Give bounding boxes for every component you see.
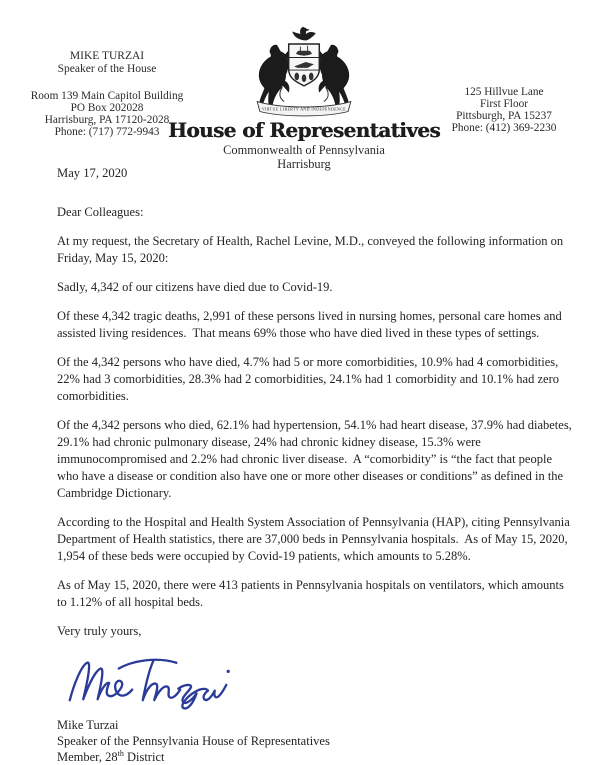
paragraph: According to the Hospital and Health System Association of Pennsylvania (HAP), citing Pennsylvania Department of Health statistics, there are 37,000 beds in Pennsylvania hospitals. As of May 15, 2020, 1,954 of these beds were occupied by Covid-19 patients, which amounts to 5.28%. [57,515,573,563]
closing: Very truly yours, [57,624,142,638]
capitol-address-line: Harrisburg, PA 17120-2028 [44,113,170,126]
shield-icon [289,44,320,86]
district-address-line: Phone: (412) 369-2230 [451,121,557,134]
org-subtitle: Commonwealth of Pennsylvania [223,143,385,157]
signer-title: Speaker of the Pennsylvania House of Representatives [57,734,330,748]
paragraph: Sadly, 4,342 of our citizens have died due to Covid-19. [57,280,333,294]
paragraph: Of the 4,342 persons who have died, 4.7% had 5 or more comorbidities, 10.9% had 4 comorbidities, 22% had 3 comorbidities, 28.3% had 2 comorbidities, 24.1% had 1 comorbidity and 10.1% had zero comorbidities. [57,355,563,403]
signer-district: Member, 28th District [57,748,165,764]
org-city: Harrisburg [277,157,331,171]
letter-body [57,204,575,765]
paragraph: Of the 4,342 persons who died, 62.1% had hypertension, 54.1% had heart disease, 37.9% had diabetes, 29.1% had chronic pulmonary disease, 24% had chronic kidney disease, 15.3% were immunocompromised and 2.2% had chronic liver disease. A “comorbidity” is “the fact that people who have a disease or condition also have one or more other diseases or conditions” as defined in the Cambridge Dictionary. [57,418,575,500]
salutation: Dear Colleagues: [57,205,144,219]
org-name: House of Representatives [168,118,440,142]
capitol-address-line: Room 139 Main Capitol Building [30,90,184,102]
capitol-address-line: Phone: (717) 772-9943 [54,125,160,138]
sender-name: MIKE TURZAI [69,50,145,62]
paragraph: At my request, the Secretary of Health, Rachel Levine, M.D., conveyed the following information on Friday, May 15, 2020: [57,234,567,265]
stalk-icon [280,87,284,101]
stalk-icon [324,87,328,101]
district-address-line: First Floor [479,97,529,110]
district-address-line: Pittsburgh, PA 15237 [456,109,552,122]
signer-name: Mike Turzai [57,718,119,732]
motto-text: VIRTUE LIBERTY AND INDEPENDENCE [261,107,347,112]
eagle-icon [292,27,315,41]
letter-date: May 17, 2020 [57,166,128,180]
sender-title: Speaker of the House [57,63,157,75]
capitol-address-line: PO Box 202028 [70,101,144,114]
handwritten-signature [65,652,572,715]
paragraph: Of these 4,342 tragic deaths, 2,991 of these persons lived in nursing homes, personal care homes and assisted living residences. That means 69% those who have died lived in these types of settings. [57,309,565,340]
pa-coat-of-arms-icon [241,25,367,117]
paragraph: As of May 15, 2020, there were 413 patients in Pennsylvania hospitals on ventilators, which amounts to 1.12% of all hospital beds. [57,578,567,609]
district-address-line: 125 Hillvue Lane [464,86,544,98]
